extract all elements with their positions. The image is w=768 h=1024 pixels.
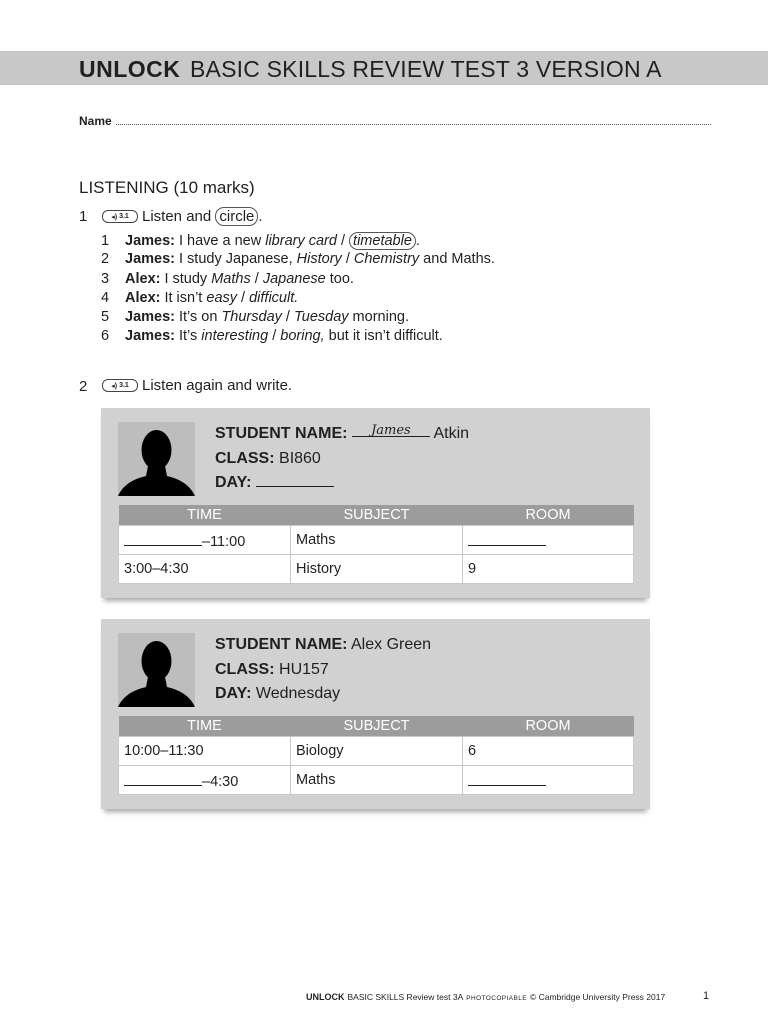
item-number: 4 (101, 289, 110, 306)
list-item (101, 328, 495, 347)
audio-track-badge[interactable] (102, 379, 138, 392)
question-2-instruction (102, 377, 292, 394)
item-text: I have a new (178, 233, 266, 249)
student-info (215, 633, 431, 707)
answer-blank[interactable] (124, 531, 202, 546)
student-name-label: STUDENT NAME: (215, 425, 348, 442)
item-text: It’s (178, 328, 202, 345)
subject-cell: Biology (291, 737, 463, 766)
item-text-after: morning. (348, 309, 409, 326)
option-1[interactable]: Maths (211, 270, 251, 287)
speaker-icon: ◂) (111, 213, 118, 221)
table-row (119, 737, 634, 766)
question-1-number: 1 (79, 208, 88, 225)
column-header-room: ROOM (463, 505, 634, 526)
option-1[interactable]: Thursday (221, 309, 282, 326)
student-name-answer[interactable] (352, 422, 430, 437)
page-title: BASIC SKILLS REVIEW TEST 3 VERSION A (190, 56, 662, 82)
option-1[interactable]: History (296, 251, 342, 268)
page-footer (306, 992, 665, 1002)
page-number: 1 (703, 990, 710, 1002)
audio-track-badge[interactable] (102, 210, 138, 223)
option-separator: / (237, 289, 250, 306)
timetable-2 (118, 716, 634, 795)
option-2[interactable]: Japanese (262, 270, 326, 287)
table-row (119, 766, 634, 795)
answer-blank[interactable] (124, 771, 202, 786)
time-cell[interactable] (119, 526, 291, 555)
speaker-name: James: (125, 251, 175, 268)
item-text: I study Japanese, (178, 251, 297, 268)
student-card-2 (101, 619, 650, 809)
handwritten-answer: James (371, 423, 411, 438)
column-header-subject: SUBJECT (291, 716, 463, 737)
column-header-subject: SUBJECT (291, 505, 463, 526)
item-text-after: and Maths. (419, 251, 495, 268)
name-dotted-line[interactable] (116, 114, 711, 125)
item-number: 1 (101, 233, 110, 249)
room-cell[interactable] (463, 526, 634, 555)
item-text: It isn’t (164, 289, 207, 306)
column-header-time: TIME (119, 716, 291, 737)
day-label: DAY: (215, 474, 252, 491)
time-suffix: –11:00 (202, 533, 246, 550)
question-1-instruction (102, 207, 263, 226)
subject-cell: Maths (291, 526, 463, 555)
footer-copyright: © Cambridge University Press 2017 (529, 992, 666, 1002)
day-label: DAY: (215, 685, 252, 702)
time-cell[interactable] (119, 766, 291, 795)
subject-cell: History (291, 555, 463, 584)
speaker-name: Alex: (125, 270, 161, 287)
item-number: 3 (101, 270, 110, 287)
day-answer-blank[interactable] (256, 472, 334, 487)
instruction-text: Listen again and write. (142, 377, 293, 394)
footer-brand: UNLOCK (306, 992, 345, 1002)
brand-logo: UNLOCK (79, 56, 181, 82)
time-cell: 3:00–4:30 (119, 555, 291, 584)
option-2[interactable]: difficult. (249, 289, 299, 306)
footer-text: BASIC SKILLS Review test 3A (347, 992, 464, 1002)
item-text-after: too. (325, 270, 354, 287)
class-label: CLASS: (215, 449, 275, 467)
header-banner (0, 51, 768, 85)
list-item (101, 251, 495, 270)
speaker-name: James: (125, 233, 175, 249)
item-number: 5 (101, 309, 110, 326)
option-separator: / (281, 309, 294, 326)
answer-blank[interactable] (468, 771, 546, 786)
student-name-value: Alex Green (351, 636, 432, 653)
list-item (101, 232, 495, 251)
speaker-name: James: (125, 309, 175, 326)
footer-photocopiable: PHOTOCOPIABLE (466, 995, 527, 1002)
name-label: Name (79, 114, 112, 128)
list-item (101, 290, 495, 309)
speaker-name: Alex: (125, 289, 161, 306)
option-separator: / (336, 233, 350, 249)
list-item (101, 271, 495, 290)
class-label: CLASS: (215, 660, 275, 678)
item-number: 6 (101, 328, 110, 345)
instruction-text: Listen and (142, 208, 216, 225)
student-name-label: STUDENT NAME: (215, 636, 348, 653)
item-number: 2 (101, 251, 110, 268)
name-field[interactable] (79, 114, 711, 132)
option-separator: / (250, 270, 263, 287)
option-separator: / (268, 328, 281, 345)
speaker-name: James: (125, 328, 175, 345)
room-cell: 6 (463, 737, 634, 766)
student-card-1 (101, 408, 650, 598)
section-title: LISTENING (10 marks) (79, 178, 255, 197)
timetable-1 (118, 505, 634, 584)
audio-track-number: 3.1 (119, 213, 129, 220)
student-info (215, 422, 469, 496)
audio-track-number: 3.1 (119, 382, 129, 389)
item-text: It’s on (178, 309, 222, 326)
class-value: HU157 (279, 660, 329, 678)
instruction-period: . (258, 208, 263, 225)
option-separator: / (341, 251, 354, 268)
time-cell: 10:00–11:30 (119, 737, 291, 766)
option-2[interactable]: Tuesday (293, 309, 349, 326)
day-value: Wednesday (255, 685, 341, 702)
question-2-number: 2 (79, 378, 88, 395)
circled-word: circle (215, 207, 258, 226)
class-value: BI860 (279, 449, 321, 467)
item-text-after: but it isn’t difficult. (324, 328, 443, 345)
item-text: I study (164, 270, 212, 287)
table-row (119, 555, 634, 584)
option-1[interactable]: easy (206, 289, 238, 306)
option-2[interactable]: boring, (280, 328, 325, 345)
speaker-icon: ◂) (111, 382, 118, 390)
student-silhouette-icon (118, 422, 195, 496)
option-1[interactable]: interesting (201, 328, 269, 345)
column-header-time: TIME (119, 505, 291, 526)
answer-blank[interactable] (468, 531, 546, 546)
student-surname: Atkin (433, 425, 470, 442)
room-cell[interactable] (463, 766, 634, 795)
room-cell: 9 (463, 555, 634, 584)
item-text-after: . (415, 233, 420, 249)
time-suffix: –4:30 (202, 773, 239, 790)
option-2[interactable]: Chemistry (353, 251, 420, 268)
question-1-items (101, 232, 495, 348)
option-2[interactable]: timetable (349, 232, 416, 250)
table-row (119, 526, 634, 555)
subject-cell: Maths (291, 766, 463, 795)
option-1[interactable]: library card (265, 233, 337, 249)
student-silhouette-icon (118, 633, 195, 707)
list-item (101, 309, 495, 328)
column-header-room: ROOM (463, 716, 634, 737)
